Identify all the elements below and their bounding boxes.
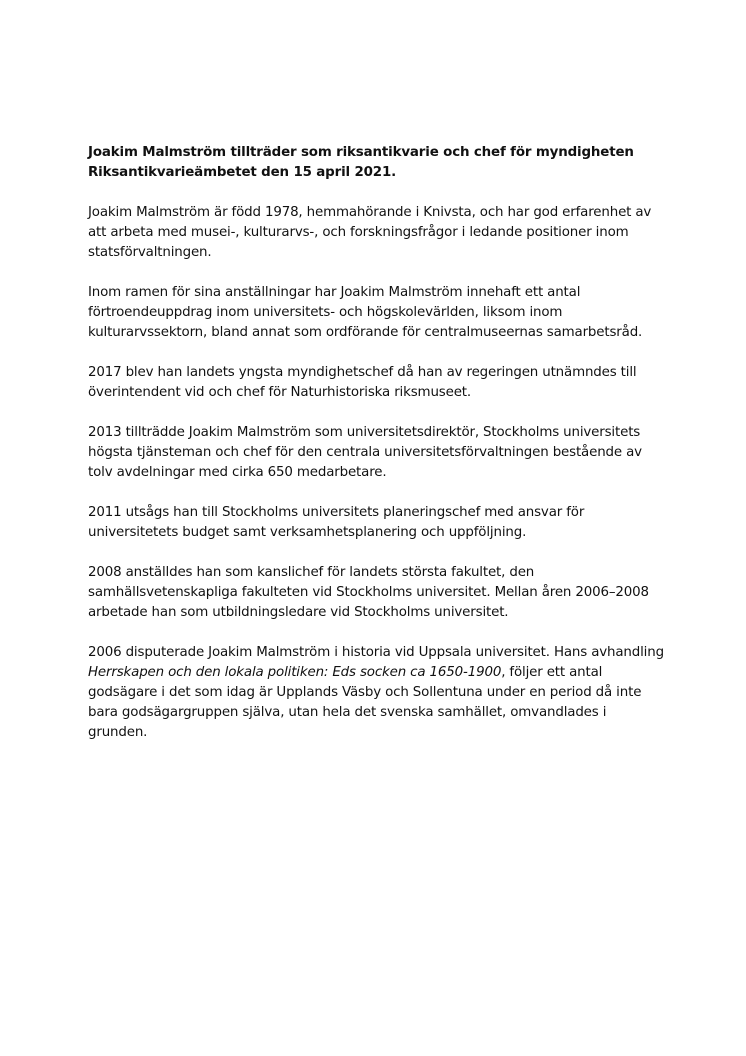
document-heading: Joakim Malmström tillträder som riksantikvarie och chef för myndigheten Riksantikvarieämbetet den 15 april 2021. (88, 145, 634, 180)
paragraph-born: Joakim Malmström är född 1978, hemmahörande i Knivsta, och har god erfarenhet av att arbeta med musei-, kulturarvs-, och forskningsfrågor i ledande positioner inom statsförvaltningen. (88, 205, 652, 260)
dissertation-title: Herrskapen och den lokala politiken: Eds socken ca 1650-1900 (88, 665, 502, 680)
paragraph-2006-rest: , följer ett antal godsägare i det som idag är Upplands Väsby och Sollentuna under en period då inte bara godsägargruppen själva, utan hela det svenska samhället, omvandlades i grunden. (88, 665, 642, 740)
paragraph-2017: 2017 blev han landets yngsta myndighetschef då han av regeringen utnämndes till överintendent vid och chef för Naturhistoriska riksmuseet. (88, 365, 637, 400)
paragraph-2008: 2008 anställdes han som kanslichef för landets största fakultet, den samhällsvetenskapliga fakulteten vid Stockholms universitet. Mellan åren 2006–2008 arbetade han som utbildningsledare vid Stockholms universitet. (88, 565, 649, 620)
paragraph-2013: 2013 tillträdde Joakim Malmström som universitetsdirektör, Stockholms universitets högsta tjänsteman och chef för den centrala universitetsförvaltningen bestående av tolv avdelningar med cirka 650 medarbetare. (88, 425, 642, 480)
paragraph-2006 (88, 643, 668, 743)
document-body (88, 143, 668, 763)
paragraph-assignments: Inom ramen för sina anställningar har Joakim Malmström innehaft ett antal förtroendeuppdrag inom universitets- och högskolevärlden, liksom inom kulturarvssektorn, bland annat som ordförande för centralmuseernas samarbetsråd. (88, 285, 643, 340)
paragraph-2006-intro: 2006 disputerade Joakim Malmström i historia vid Uppsala universitet. Hans avhandling (88, 645, 664, 660)
paragraph-2011: 2011 utsågs han till Stockholms universitets planeringschef med ansvar för universitetets budget samt verksamhetsplanering och uppföljning. (88, 505, 585, 540)
